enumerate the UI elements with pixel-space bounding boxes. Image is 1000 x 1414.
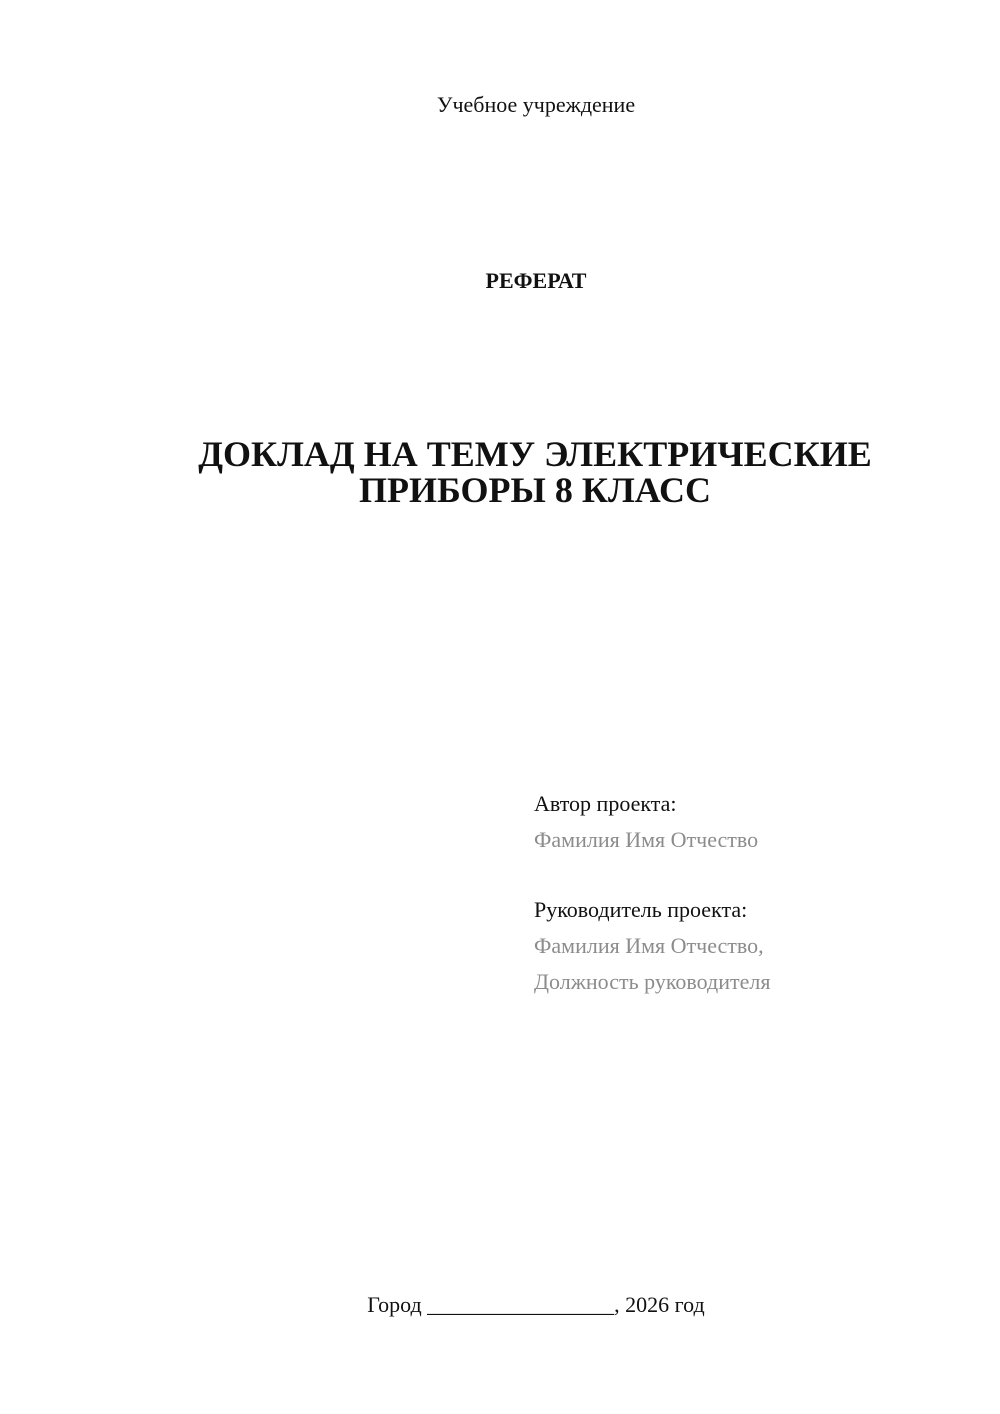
author-label: Автор проекта: [534, 791, 677, 816]
city-year: Город _________________, 2026 год [367, 1292, 705, 1317]
document-title-line-2: ПРИБОРЫ 8 КЛАСС [358, 470, 712, 510]
document-type: РЕФЕРАТ [485, 268, 587, 293]
author-name: Фамилия Имя Отчество [534, 827, 759, 852]
spacer [534, 858, 974, 892]
document-title [150, 436, 920, 508]
project-info [534, 786, 974, 1000]
supervisor-label: Руководитель проекта: [534, 897, 748, 922]
supervisor-name: Фамилия Имя Отчество, [534, 933, 764, 958]
supervisor-position: Должность руководителя [534, 969, 771, 994]
document-title-line-1: ДОКЛАД НА ТЕМУ ЭЛЕКТРИЧЕСКИЕ [198, 434, 872, 474]
institution-name: Учебное учреждение [436, 92, 636, 117]
